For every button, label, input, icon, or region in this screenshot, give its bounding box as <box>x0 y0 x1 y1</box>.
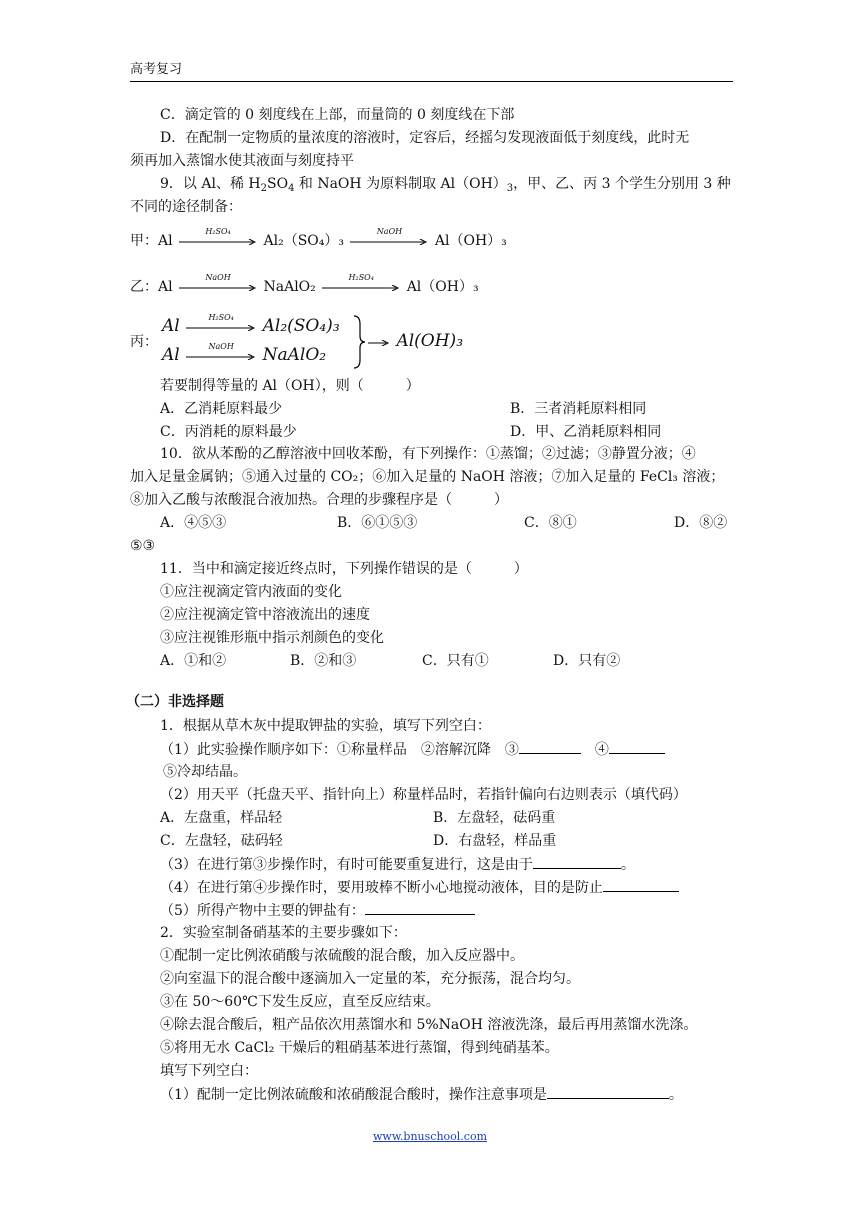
bing-r1-end: Al₂(SO₄)₃ <box>262 316 340 336</box>
q11-option-d: D．只有② <box>553 653 621 669</box>
q9-stem-c: 和 NaOH 为原料制取 Al（OH） <box>294 176 507 192</box>
blank-q4[interactable] <box>603 877 679 892</box>
bing-r1-arrow <box>186 313 256 338</box>
p1-option-c: C．左盘轻，砝码轻 <box>160 833 283 849</box>
p2-step-5: ⑤将用无水 CaCl₂ 干燥后的粗硝基苯进行蒸馏，得到纯硝基苯。 <box>160 1040 559 1056</box>
jia-label: 甲：Al <box>130 233 173 249</box>
q8-option-d-line1: D．在配制一定物质的量浓度的溶液时，定容后，经摇匀发现液面低于刻度线，此时无 <box>160 130 690 146</box>
q10-stem-line1: 10．欲从苯酚的乙醇溶液中回收苯酚，有下列操作：①蒸馏；②过滤；③静置分液；④ <box>160 446 696 462</box>
arrow-right-icon <box>179 285 257 291</box>
jia-arrow-2-label: NaOH <box>376 227 403 236</box>
p2-stem: 2．实验室制备硝基苯的主要步骤如下： <box>160 925 407 941</box>
q9-stem-a: 9．以 Al、稀 H <box>160 176 261 192</box>
p2-q1 <box>160 1084 683 1105</box>
q9-route-yi <box>130 273 479 298</box>
blank-q3[interactable] <box>533 854 621 869</box>
page-header <box>130 58 733 82</box>
q11-statement-2: ②应注视滴定管中溶液流出的速度 <box>160 607 370 623</box>
p2-q1-end: 。 <box>668 1087 683 1103</box>
q9-question: 若要制得等量的 Al（OH），则（ ） <box>160 378 420 394</box>
q10-stem-line3: ⑧加入乙酸与浓酸混合液加热。合理的步骤程序是（ ） <box>130 492 508 508</box>
q9-option-d: D．甲、乙消耗原料相同 <box>510 424 662 440</box>
p2-step-1: ①配制一定比例浓硝酸与浓硫酸的混合酸，加入反应器中。 <box>160 948 524 964</box>
jia-product: Al（OH）₃ <box>434 233 507 249</box>
bing-final-arrow <box>368 331 390 353</box>
p1-option-d: D．右盘轻，样品重 <box>433 833 557 849</box>
p2-q1-text: （1）配制一定比例浓硫酸和浓硝酸混合酸时，操作注意事项是 <box>160 1087 547 1103</box>
p1-step-4-label: ④ <box>580 742 609 758</box>
q9-stem-d: ，甲、乙、丙 3 个学生分别用 3 种 <box>513 176 731 192</box>
p1-q5 <box>160 900 475 921</box>
p2-step-2: ②向室温下的混合酸中逐滴加入一定量的苯，充分振荡，混合均匀。 <box>160 971 580 987</box>
arrow-right-icon <box>186 354 256 360</box>
arrow-right-icon <box>322 285 400 291</box>
q10-stem-line2: 加入足量金属钠；⑤通入过量的 CO₂；⑥加入足量的 NaOH 溶液；⑦加入足量的 FeCl₃ 溶液； <box>130 469 725 485</box>
yi-arrow-1-label: NaOH <box>205 273 231 282</box>
q10-option-b: B．⑥①⑤③ <box>337 515 418 531</box>
arrow-right-icon <box>186 325 256 331</box>
q10-option-d: D．⑧② <box>674 515 728 531</box>
q10-option-c: C．⑧① <box>524 515 577 531</box>
p1-step-5: ⑤冷却结晶。 <box>163 764 247 780</box>
yi-arrow-2-label: H₂SO₄ <box>348 273 374 282</box>
q9-route-jia <box>130 227 507 252</box>
right-brace-icon <box>352 314 366 370</box>
bing-reaction-1 <box>162 315 340 337</box>
bing-r2-arrow <box>186 342 256 367</box>
yi-arrow-1 <box>179 273 257 298</box>
yi-label: 乙：Al <box>130 279 173 295</box>
arrow-right-icon <box>368 340 390 346</box>
q11-stem: 11．当中和滴定接近终点时，下列操作错误的是（ ） <box>160 561 528 577</box>
p1-step-order-text: （1）此实验操作顺序如下：①称量样品 ②溶解沉降 ③ <box>160 742 519 758</box>
yi-arrow-2 <box>322 273 400 298</box>
q9-option-b: B．三者消耗原料相同 <box>510 401 647 417</box>
header-title: 高考复习 <box>130 62 183 77</box>
q11-statement-3: ③应注视锥形瓶中指示剂颜色的变化 <box>160 630 384 646</box>
q9-stem-sub3: 3 <box>506 183 514 194</box>
p1-q4 <box>160 877 679 898</box>
footer-link[interactable]: www.bnuschool.com <box>372 1130 487 1143</box>
section-title: （二）非选择题 <box>126 694 224 710</box>
p1-q5-text: （5）所得产物中主要的钾盐有： <box>160 903 365 919</box>
p1-q2: （2）用天平（托盘天平、指针向上）称量样品时，若指针偏向右边则表示（填代码） <box>160 787 687 803</box>
p2-step-4: ④除去混合酸后，粗产品依次用蒸馏水和 5%NaOH 溶液洗涤，最后再用蒸馏水洗涤。 <box>160 1017 698 1033</box>
q10-option-a: A．④⑤③ <box>160 515 227 531</box>
q9-stem-line1 <box>160 174 731 199</box>
yi-product: Al（OH）₃ <box>406 279 479 295</box>
jia-arrow-2 <box>350 227 428 252</box>
q11-statement-1: ①应注视滴定管内液面的变化 <box>160 584 342 600</box>
bing-reaction-2 <box>162 344 326 366</box>
bing-product: Al(OH)₃ <box>396 331 464 351</box>
q8-option-c: C．滴定管的 0 刻度线在上部，而量筒的 0 刻度线在下部 <box>160 107 515 123</box>
bing-r2-start: Al <box>162 345 180 365</box>
q9-stem-b: SO <box>266 176 289 192</box>
bing-product-group <box>366 330 463 352</box>
blank-p2-q1[interactable] <box>547 1084 669 1099</box>
bing-r1-arrow-label: H₂SO₄ <box>208 313 234 322</box>
q10-option-d-cont: ⑤③ <box>130 538 156 554</box>
bing-r2-arrow-label: NaOH <box>208 342 234 351</box>
blank-step-3[interactable] <box>519 739 581 754</box>
q9-stem-sub1: 2 <box>260 183 267 194</box>
jia-intermediate: Al₂（SO₄）₃ <box>263 233 344 249</box>
jia-arrow-1-label: H₂SO₄ <box>205 227 231 236</box>
q9-option-a: A．乙消耗原料最少 <box>160 401 283 417</box>
p1-stem: 1．根据从草木灰中提取钾盐的实验，填写下列空白： <box>160 718 491 734</box>
arrow-right-icon <box>350 239 428 245</box>
p2-fill-prompt: 填写下列空白： <box>160 1063 258 1079</box>
blank-step-4[interactable] <box>609 739 665 754</box>
p1-step-order <box>160 739 665 760</box>
blank-q5[interactable] <box>365 900 475 915</box>
p1-option-b: B．左盘轻，砝码重 <box>433 810 556 826</box>
q9-stem-sub2: 4 <box>288 183 295 194</box>
jia-arrow-1 <box>179 227 257 252</box>
arrow-right-icon <box>179 239 257 245</box>
q11-option-a: A．①和② <box>160 653 227 669</box>
p1-q4-text: （4）在进行第④步操作时，要用玻棒不断小心地搅动液体，目的是防止 <box>160 880 603 896</box>
q9-stem-line2: 不同的途径制备： <box>130 199 242 215</box>
p1-q3-end: 。 <box>620 857 635 873</box>
p1-q3-text: （3）在进行第③步操作时，有时可能要重复进行，这是由于 <box>160 857 533 873</box>
q8-option-d-line2: 须再加入蒸馏水使其液面与刻度持平 <box>130 153 354 169</box>
p2-step-3: ③在 50～60℃下发生反应，直至反应结束。 <box>160 994 440 1010</box>
q11-option-b: B．②和③ <box>290 653 357 669</box>
bing-label: 丙： <box>130 334 158 350</box>
p1-option-a: A．左盘重，样品轻 <box>160 810 283 826</box>
q9-option-c: C．丙消耗的原料最少 <box>160 424 297 440</box>
yi-intermediate: NaAlO₂ <box>263 279 316 295</box>
q11-option-c: C．只有① <box>422 653 489 669</box>
bing-r1-start: Al <box>162 316 180 336</box>
p1-q3 <box>160 854 635 875</box>
bing-r2-end: NaAlO₂ <box>262 345 327 365</box>
